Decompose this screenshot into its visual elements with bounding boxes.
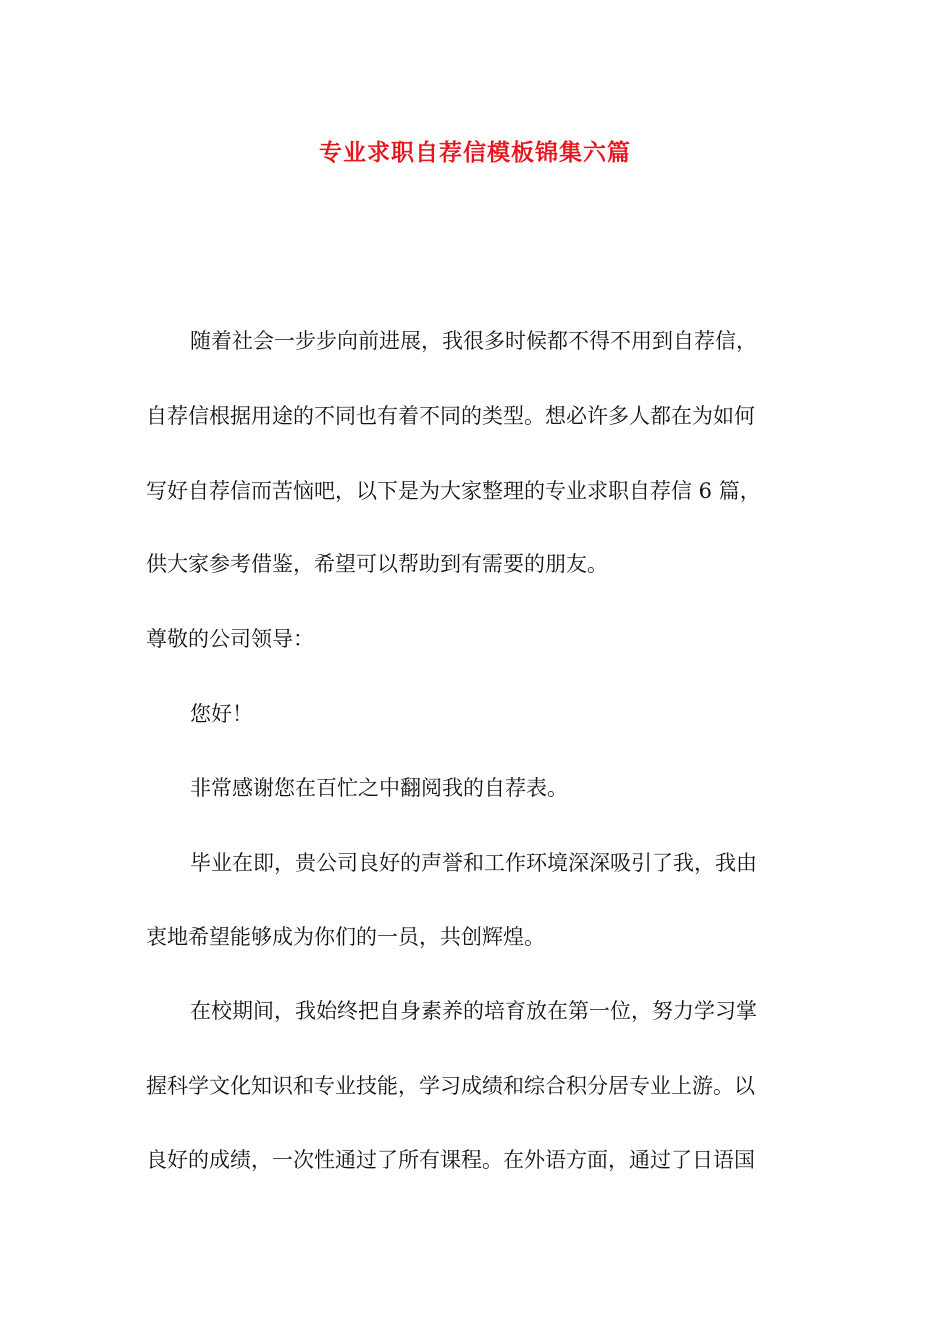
paragraph-line: 供大家参考借鉴，希望可以帮助到有需要的朋友。	[146, 552, 608, 576]
paragraph-line: 非常感谢您在百忙之中翻阅我的自荐表。	[190, 776, 568, 800]
document-title: 专业求职自荐信模板锦集六篇	[319, 139, 631, 166]
paragraph-line: 写好自荐信而苦恼吧，以下是为大家整理的专业求职自荐信 6 篇，	[146, 479, 761, 503]
salutation: 尊敬的公司领导：	[146, 627, 314, 651]
greeting: 您好！	[190, 702, 253, 726]
paragraph-line: 毕业在即，贵公司良好的声誉和工作环境深深吸引了我，我由	[190, 851, 757, 875]
paragraph-line: 良好的成绩，一次性通过了所有课程。在外语方面，通过了日语国	[146, 1148, 755, 1172]
paragraph-line: 在校期间，我始终把自身素养的培育放在第一位，努力学习掌	[190, 999, 757, 1023]
paragraph-line: 握科学文化知识和专业技能，学习成绩和综合积分居专业上游。以	[146, 1074, 755, 1098]
paragraph-line: 衷地希望能够成为你们的一员，共创辉煌。	[146, 925, 545, 949]
paragraph-line: 随着社会一步步向前进展，我很多时候都不得不用到自荐信，	[190, 329, 757, 353]
paragraph-line: 自荐信根据用途的不同也有着不同的类型。想必许多人都在为如何	[146, 404, 755, 428]
